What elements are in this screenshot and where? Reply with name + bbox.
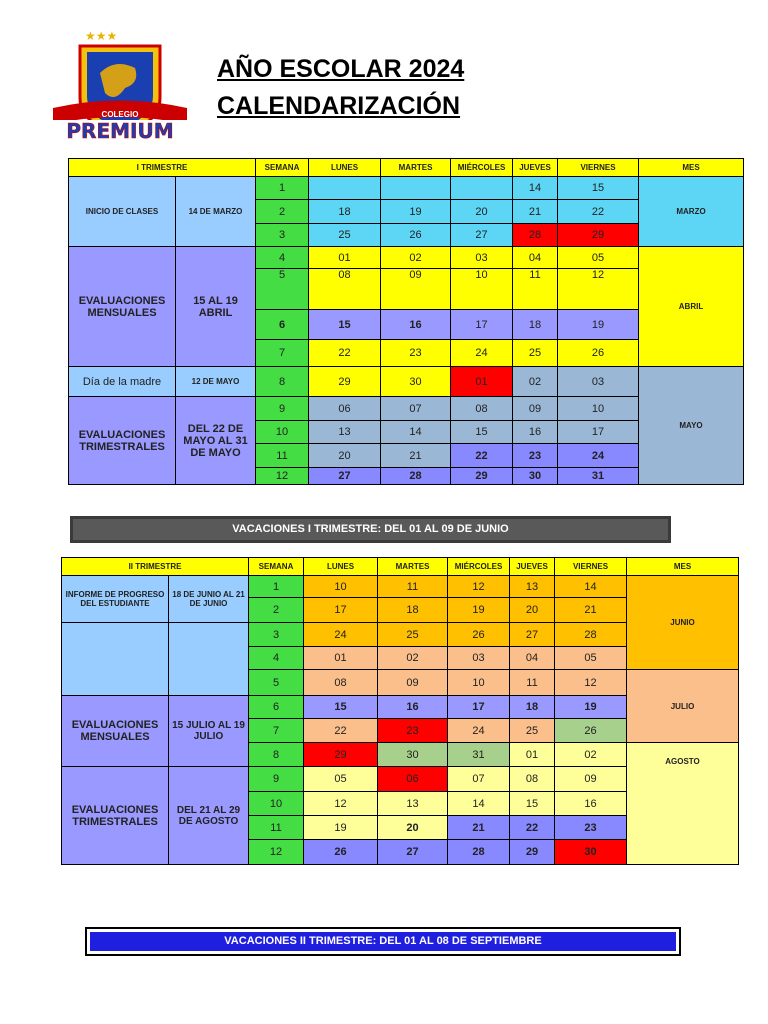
header-jueves: JUEVES (513, 159, 558, 177)
event-mensuales-date: 15 JULIO AL 19 JULIO (169, 696, 249, 767)
day-cell-eval: 17 (451, 310, 513, 340)
day-cell-eval: 29 (451, 468, 513, 485)
week-number: 5 (256, 269, 309, 310)
day-cell: 16 (513, 421, 558, 444)
day-cell: 09 (381, 269, 451, 310)
day-cell: 26 (381, 224, 451, 247)
day-cell: 26 (448, 623, 510, 647)
vacaciones-1-banner: VACACIONES I TRIMESTRE: DEL 01 AL 09 DE JUNIO (70, 516, 671, 543)
day-cell: 17 (558, 421, 639, 444)
day-cell: 27 (510, 623, 555, 647)
week-number: 9 (256, 397, 309, 421)
week-number: 1 (249, 576, 304, 598)
school-logo (45, 28, 195, 148)
event-inicio-date: 14 DE MARZO (176, 177, 256, 247)
day-cell: 06 (309, 397, 381, 421)
event-trimestrales: EVALUACIONES TRIMESTRALES (62, 767, 169, 865)
day-cell: 13 (378, 792, 448, 816)
day-cell-eval: 24 (558, 444, 639, 468)
week-number: 3 (249, 623, 304, 647)
day-cell: 07 (448, 767, 510, 792)
header-mes: MES (627, 558, 739, 576)
day-cell: 12 (555, 670, 627, 696)
page-subtitle: CALENDARIZACIÓN (217, 92, 461, 120)
day-cell: 03 (558, 367, 639, 397)
day-cell: 12 (448, 576, 510, 598)
day-cell: 18 (309, 200, 381, 224)
day-cell: 15 (451, 421, 513, 444)
day-cell: 01 (510, 743, 555, 767)
day-cell: 23 (381, 340, 451, 367)
day-cell-eval: 19 (555, 696, 627, 719)
day-cell-eval: 22 (510, 816, 555, 840)
day-cell: 28 (555, 623, 627, 647)
day-cell: 14 (381, 421, 451, 444)
page-title: AÑO ESCOLAR 2024 (217, 55, 465, 83)
svg-text:★★★: ★★★ (85, 29, 118, 43)
day-cell: 02 (555, 743, 627, 767)
week-number: 8 (249, 743, 304, 767)
day-cell: 10 (558, 397, 639, 421)
day-cell: 02 (381, 247, 451, 269)
day-cell-eval: 29 (510, 840, 555, 865)
week-number: 10 (256, 421, 309, 444)
week-number: 12 (249, 840, 304, 865)
day-cell: 02 (378, 647, 448, 670)
logo-top-text: COLEGIO (101, 110, 139, 119)
day-cell: 24 (451, 340, 513, 367)
event-inicio: INICIO DE CLASES (69, 177, 176, 247)
month-marzo: MARZO (639, 177, 744, 247)
event-dia-madre: Día de la madre (69, 367, 176, 397)
day-cell: 09 (378, 670, 448, 696)
event-mensuales: EVALUACIONES MENSUALES (62, 696, 169, 767)
day-cell-eval: 17 (448, 696, 510, 719)
day-cell: 12 (304, 792, 378, 816)
day-cell: 01 (309, 247, 381, 269)
day-cell: 05 (558, 247, 639, 269)
calendar-table-trimestre-2 (61, 557, 739, 865)
event-blank-date (169, 623, 249, 696)
day-cell-eval: 26 (304, 840, 378, 865)
day-cell-holiday: 23 (378, 719, 448, 743)
day-cell-eval: 22 (451, 444, 513, 468)
header-semana: SEMANA (249, 558, 304, 576)
day-cell: 01 (304, 647, 378, 670)
day-cell: 14 (513, 177, 558, 200)
day-cell-eval: 15 (309, 310, 381, 340)
day-cell: 25 (378, 623, 448, 647)
event-trimestrales: EVALUACIONES TRIMESTRALES (69, 397, 176, 485)
day-cell: 13 (309, 421, 381, 444)
day-cell: 07 (381, 397, 451, 421)
day-cell: 04 (513, 247, 558, 269)
month-agosto: AGOSTO (627, 743, 739, 865)
header-martes: MARTES (381, 159, 451, 177)
event-dia-madre-date: 12 DE MAYO (176, 367, 256, 397)
day-cell: 08 (451, 397, 513, 421)
day-cell: 19 (381, 200, 451, 224)
day-cell-holiday: 28 (513, 224, 558, 247)
day-cell: 26 (555, 719, 627, 743)
day-cell: 11 (513, 269, 558, 310)
day-cell: 20 (510, 598, 555, 623)
event-blank (62, 623, 169, 696)
week-number: 10 (249, 792, 304, 816)
day-cell: 19 (448, 598, 510, 623)
day-cell: 16 (555, 792, 627, 816)
week-number: 7 (256, 340, 309, 367)
day-cell: 11 (378, 576, 448, 598)
week-number: 3 (256, 224, 309, 247)
week-number: 8 (256, 367, 309, 397)
day-cell: 21 (513, 200, 558, 224)
day-cell: 11 (510, 670, 555, 696)
day-cell-holiday: 29 (304, 743, 378, 767)
day-cell: 30 (378, 743, 448, 767)
week-number: 7 (249, 719, 304, 743)
day-cell: 08 (309, 269, 381, 310)
day-cell: 10 (451, 269, 513, 310)
day-cell-eval: 18 (510, 696, 555, 719)
day-cell: 31 (448, 743, 510, 767)
day-cell: 22 (558, 200, 639, 224)
day-cell-holiday: 01 (451, 367, 513, 397)
day-cell: 13 (510, 576, 555, 598)
day-cell: 20 (451, 200, 513, 224)
day-cell-eval: 21 (448, 816, 510, 840)
day-cell: 21 (381, 444, 451, 468)
day-cell-eval: 27 (378, 840, 448, 865)
day-cell: 25 (513, 340, 558, 367)
day-cell: 15 (510, 792, 555, 816)
day-cell: 04 (510, 647, 555, 670)
day-cell-eval: 15 (304, 696, 378, 719)
event-mensuales-date: 15 AL 19 ABRIL (176, 247, 256, 367)
week-number: 6 (249, 696, 304, 719)
week-number: 1 (256, 177, 309, 200)
day-cell-eval: 28 (448, 840, 510, 865)
header-trimestre: II TRIMESTRE (62, 558, 249, 576)
day-cell-eval: 23 (513, 444, 558, 468)
event-trimestrales-date: DEL 22 DE MAYO AL 31 DE MAYO (176, 397, 256, 485)
day-cell: 15 (558, 177, 639, 200)
week-number: 4 (256, 247, 309, 269)
header-martes: MARTES (378, 558, 448, 576)
month-junio: JUNIO (627, 576, 739, 670)
day-cell-eval: 23 (555, 816, 627, 840)
event-trimestrales-date: DEL 21 AL 29 DE AGOSTO (169, 767, 249, 865)
header-miercoles: MIÉRCOLES (451, 159, 513, 177)
day-cell: 08 (304, 670, 378, 696)
day-cell-eval: 19 (558, 310, 639, 340)
day-cell: 10 (448, 670, 510, 696)
calendar-table-trimestre-1 (68, 158, 744, 485)
day-cell-holiday: 30 (555, 840, 627, 865)
day-cell-holiday: 06 (378, 767, 448, 792)
day-cell-eval: 30 (513, 468, 558, 485)
week-number: 9 (249, 767, 304, 792)
day-cell: 14 (448, 792, 510, 816)
day-cell-eval: 16 (378, 696, 448, 719)
header-mes: MES (639, 159, 744, 177)
day-cell: 21 (555, 598, 627, 623)
day-cell-holiday: 29 (558, 224, 639, 247)
week-number: 2 (256, 200, 309, 224)
day-cell: 09 (513, 397, 558, 421)
event-informe: INFORME DE PROGRESO DEL ESTUDIANTE (62, 576, 169, 623)
day-cell: 09 (555, 767, 627, 792)
day-cell: 02 (513, 367, 558, 397)
day-cell: 20 (309, 444, 381, 468)
day-cell: 22 (309, 340, 381, 367)
day-cell: 03 (451, 247, 513, 269)
header-lunes: LUNES (304, 558, 378, 576)
day-cell: 05 (304, 767, 378, 792)
day-cell (451, 177, 513, 200)
day-cell: 27 (451, 224, 513, 247)
day-cell: 08 (510, 767, 555, 792)
week-number: 5 (249, 670, 304, 696)
header-viernes: VIERNES (558, 159, 639, 177)
header-semana: SEMANA (256, 159, 309, 177)
day-cell: 14 (555, 576, 627, 598)
day-cell: 19 (304, 816, 378, 840)
header-miercoles: MIÉRCOLES (448, 558, 510, 576)
week-number: 11 (256, 444, 309, 468)
day-cell: 29 (309, 367, 381, 397)
day-cell: 24 (304, 623, 378, 647)
logo-name: PREMIUM (66, 119, 174, 143)
month-julio: JULIO (627, 670, 739, 743)
day-cell: 20 (378, 816, 448, 840)
week-number: 6 (256, 310, 309, 340)
day-cell (309, 177, 381, 200)
day-cell: 18 (378, 598, 448, 623)
week-number: 2 (249, 598, 304, 623)
month-mayo: MAYO (639, 367, 744, 485)
day-cell-eval: 27 (309, 468, 381, 485)
day-cell: 30 (381, 367, 451, 397)
header-lunes: LUNES (309, 159, 381, 177)
day-cell: 24 (448, 719, 510, 743)
week-number: 11 (249, 816, 304, 840)
day-cell-eval: 28 (381, 468, 451, 485)
vacaciones-2-frame (85, 927, 681, 956)
day-cell: 17 (304, 598, 378, 623)
day-cell: 25 (510, 719, 555, 743)
week-number: 4 (249, 647, 304, 670)
header-jueves: JUEVES (510, 558, 555, 576)
week-number: 12 (256, 468, 309, 485)
day-cell: 22 (304, 719, 378, 743)
day-cell: 03 (448, 647, 510, 670)
day-cell-eval: 16 (381, 310, 451, 340)
day-cell-eval: 31 (558, 468, 639, 485)
day-cell: 05 (555, 647, 627, 670)
day-cell-eval: 18 (513, 310, 558, 340)
header-viernes: VIERNES (555, 558, 627, 576)
header-trimestre: I TRIMESTRE (69, 159, 256, 177)
day-cell: 12 (558, 269, 639, 310)
vacaciones-2-banner: VACACIONES II TRIMESTRE: DEL 01 AL 08 DE SEPTIEMBRE (90, 932, 676, 951)
month-abril: ABRIL (639, 247, 744, 367)
event-mensuales: EVALUACIONES MENSUALES (69, 247, 176, 367)
day-cell: 26 (558, 340, 639, 367)
day-cell: 25 (309, 224, 381, 247)
day-cell (381, 177, 451, 200)
event-informe-date: 18 DE JUNIO AL 21 DE JUNIO (169, 576, 249, 623)
day-cell: 10 (304, 576, 378, 598)
